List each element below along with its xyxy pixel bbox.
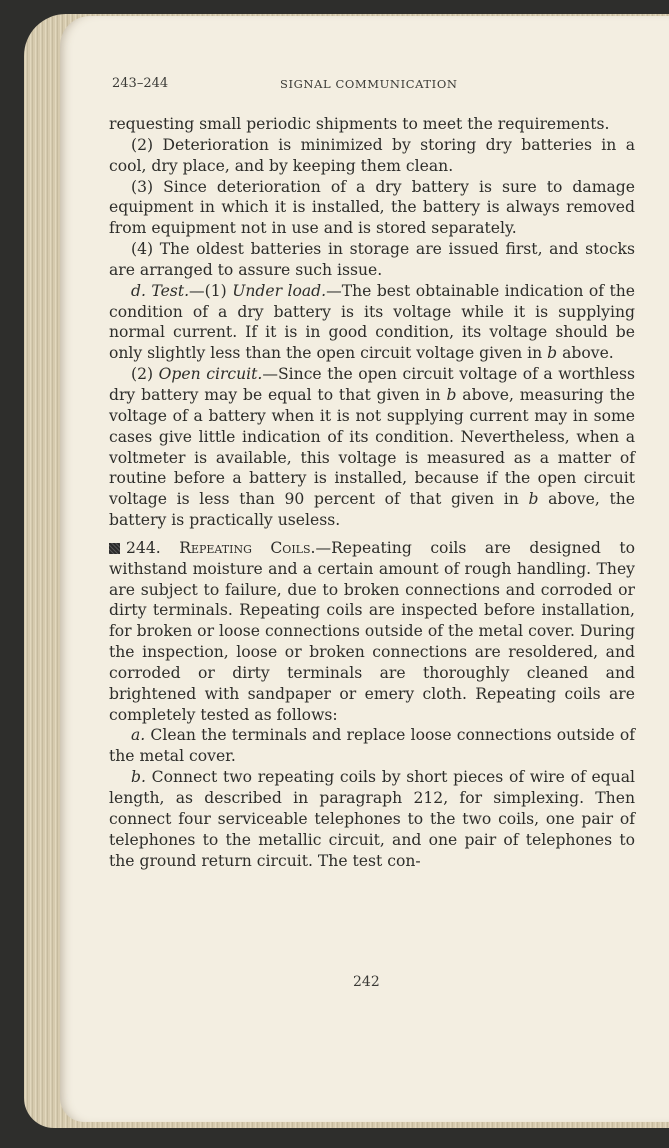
paragraph-a: a. Clean the terminals and replace loose connections outside of the metal cover. (109, 726, 635, 766)
page-number: 242 (353, 974, 380, 990)
paragraph-open-circuit: (2) Open circuit.—Since the open circuit voltage of a worthless dry battery may be equal to that given in b above, measuring the voltage of a battery when it is not supplying current may in some cases give little indication of its condition. Nevertheless, when a voltmeter is available, this voltage is measured as a matter of routine before a battery is installed, because if the open circuit voltage is less than 90 percent of that given in b above, the battery is practically useless. (109, 365, 635, 530)
paragraph-continued: requesting small periodic shipments to meet the requirements. (109, 115, 610, 133)
paragraph-3: (3) Since deterioration of a dry battery is sure to damage equipment in which it is installed, the battery is always removed from equipment not in use and is stored separately. (109, 177, 635, 238)
paragraph-b: b. Connect two repeating coils by short pieces of wire of equal length, as described in paragraph 212, for simplexing. Then connect four serviceable telephones to the two coils, one pair of telephones to the metallic circuit, and one pair of telephones to the ground return circuit. The test con- (109, 768, 635, 870)
section-244: 244. Repeating Coils.—Repeating coils are designed to withstand moisture and a certain amount of rough handling. They are subject to failure, due to broken connections and corroded or dirty terminals. Repeating coils are inspected before installation, for broken or loose connections outside of the metal cover. During the inspection, loose or broken connections are resoldered, and corroded or dirty terminals are thoroughly cleaned and brightened with sandpaper or emery cloth. Repeating coils are completely tested as follows: (109, 538, 635, 724)
paragraph-test-under-load: d. Test.—(1) Under load.—The best obtainable indication of the condition of a dry battery is its voltage while it is supplying normal current. If it is in good condition, its voltage should be only slightly less than the open circuit voltage given in b above. (109, 281, 636, 363)
subhead-under-load: Under load. (232, 281, 327, 300)
paragraph-4: (4) The oldest batteries in storage are issued first, and stocks are arranged to assure such issue. (109, 240, 635, 279)
body-text (109, 114, 635, 871)
paragraph-2: (2) Deterioration is minimized by storing dry batteries in a cool, dry place, and by keeping them clean. (109, 135, 635, 175)
section-marker-icon (109, 543, 120, 554)
subhead-open-circuit: Open circuit. (158, 365, 263, 384)
paragraph-range: 243–244 (112, 76, 169, 91)
subhead-test: d. Test. (131, 281, 190, 300)
page-header (112, 76, 632, 96)
section-number: 244. (126, 538, 180, 557)
running-title: SIGNAL COMMUNICATION (280, 77, 458, 91)
section-heading: Repeating Coils. (179, 538, 316, 557)
